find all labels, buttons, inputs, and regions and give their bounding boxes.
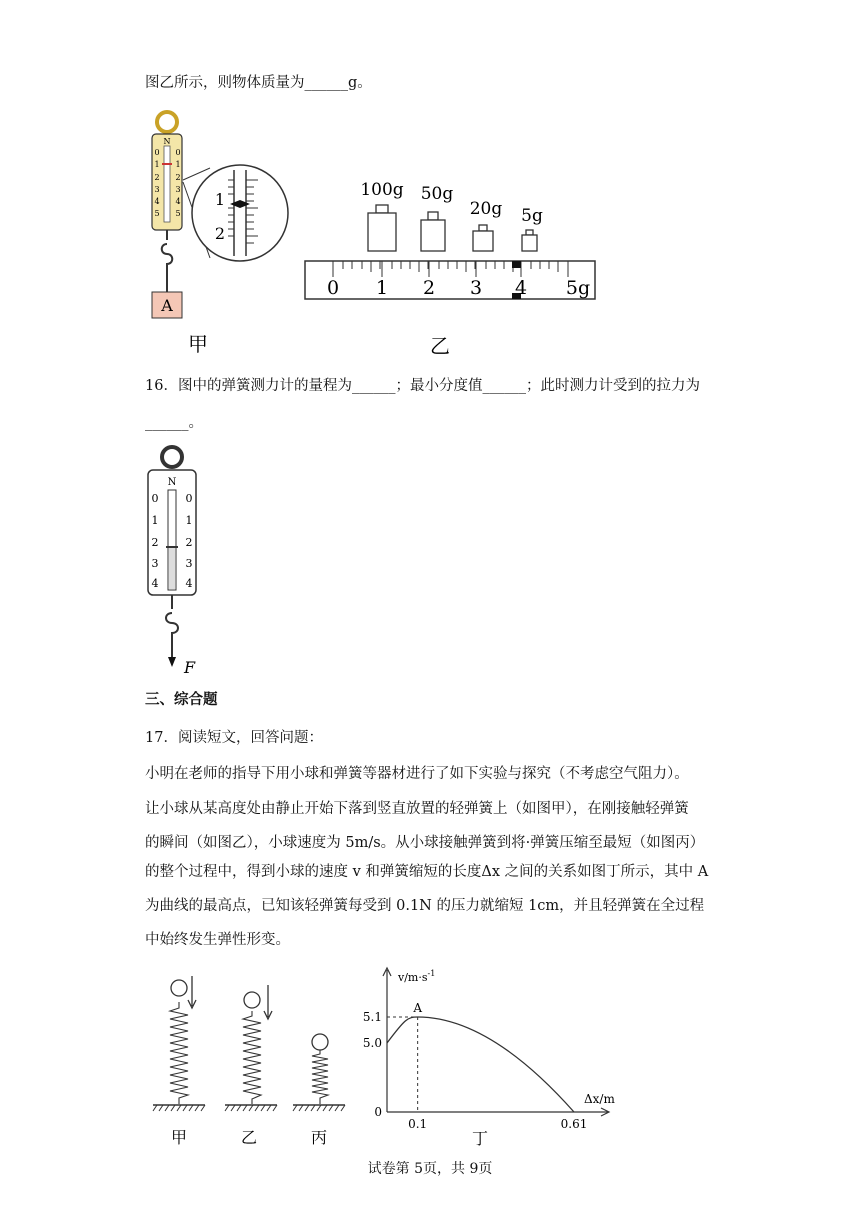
paragraph-line: 小明在老师的指导下用小球和弹簧等器材进行了如下实验与探究（不考虑空气阻力）。 <box>145 766 689 782</box>
scale-tick-label: 1 <box>175 160 181 169</box>
scale-tick-label: 1 <box>151 514 159 527</box>
velocity-curve <box>387 1017 574 1112</box>
figure-caption: 乙 <box>240 1128 258 1147</box>
zoom-label: 2 <box>214 224 226 243</box>
question-17-title: 17．阅读短文，回答问题： <box>145 730 323 746</box>
scale-tick-label: 0 <box>154 148 160 157</box>
figure-caption: 丙 <box>310 1128 328 1147</box>
y-axis-label: $v/m\cdot s^{-1}$ <box>398 969 436 984</box>
weight-label: 20g <box>469 199 503 219</box>
paragraph-line: 中始终发生弹性形变。 <box>145 932 290 948</box>
paragraph-line: 的瞬间（如图乙），小球速度为 5m/s。从小球接触弹簧到将·弹簧压缩至最短（如图丙） <box>145 835 705 851</box>
scale-tick-label: 5 <box>154 209 160 218</box>
figure-caption: 甲 <box>188 332 208 356</box>
scale-tick-label: 3 <box>175 185 181 194</box>
weights-and-ruler-figure-yi <box>300 170 605 360</box>
scale-tick-label: 4 <box>154 197 160 206</box>
spring-scale-figure-q16 <box>140 443 210 678</box>
weight-label: 50g <box>420 184 454 204</box>
paragraph-line: 的整个过程中，得到小球的速度 v 和弹簧缩短的长度Δx 之间的关系如图丁所示，其中 A <box>145 864 709 880</box>
y-tick-label: 5.0 <box>362 1036 382 1050</box>
springs-figure <box>145 960 360 1160</box>
scale-unit-label: N <box>163 137 171 146</box>
ruler-label: 3 <box>469 277 483 299</box>
spring-scale-figure-jia <box>140 108 300 358</box>
text-line: 图乙所示，则物体质量为______g。 <box>145 75 372 91</box>
y-tick-label: 0 <box>374 1105 382 1119</box>
scale-tick-label: 3 <box>154 185 160 194</box>
scale-tick-label: 0 <box>185 492 193 505</box>
object-a-label: A <box>161 296 173 315</box>
figure-caption: 甲 <box>170 1128 188 1147</box>
scale-tick-label: 4 <box>175 197 181 206</box>
zoom-label: 1 <box>214 190 226 209</box>
page-footer: 试卷第 5页，共 9页 <box>367 1161 493 1177</box>
x-tick-label: 0.1 <box>408 1117 428 1131</box>
question-16-line-2: ______。 <box>145 415 203 431</box>
scale-tick-label: 1 <box>185 514 193 527</box>
question-16-line-1: 16．图中的弹簧测力计的量程为______；最小分度值______；此时测力计受到的拉力为 <box>145 378 700 394</box>
ruler-label: 5g <box>565 277 591 299</box>
ruler-label: 1 <box>375 277 389 299</box>
ruler-label: 0 <box>326 277 340 299</box>
scale-tick-label: 2 <box>175 173 181 182</box>
scale-tick-label: 2 <box>185 536 193 549</box>
ruler-label: 2 <box>422 277 436 299</box>
figure-caption: 丁 <box>471 1129 489 1148</box>
x-tick-label: 0.61 <box>560 1117 588 1131</box>
scale-tick-label: 1 <box>154 160 160 169</box>
scale-tick-label: 5 <box>175 209 181 218</box>
section-heading: 三、综合题 <box>145 691 218 708</box>
velocity-compression-graph <box>358 960 633 1160</box>
paragraph-line: 让小球从某高度处由静止开始下落到竖直放置的轻弹簧上（如图甲），在刚接触轻弹簧 <box>145 801 689 817</box>
figure-caption: 乙 <box>430 334 450 358</box>
scale-tick-label: 4 <box>151 577 159 590</box>
scale-tick-label: 3 <box>151 557 159 570</box>
force-label: F <box>184 658 196 677</box>
weight-label: 5g <box>521 206 543 226</box>
scale-tick-label: 3 <box>185 557 193 570</box>
point-a-label: A <box>413 1001 422 1015</box>
scale-tick-label: 2 <box>154 173 160 182</box>
weight-label: 100g <box>360 180 404 200</box>
ruler-label: 4 <box>514 277 528 299</box>
scale-tick-label: 0 <box>151 492 159 505</box>
scale-tick-label: 4 <box>185 577 193 590</box>
y-tick-label: 5.1 <box>362 1010 382 1024</box>
scale-unit-label: N <box>167 477 177 488</box>
scale-tick-label: 2 <box>151 536 159 549</box>
x-axis-label: Δx/m <box>584 1092 615 1106</box>
scale-tick-label: 0 <box>175 148 181 157</box>
paragraph-line: 为曲线的最高点，已知该轻弹簧每受到 0.1N 的压力就缩短 1cm，并且轻弹簧在全过程 <box>145 898 705 914</box>
